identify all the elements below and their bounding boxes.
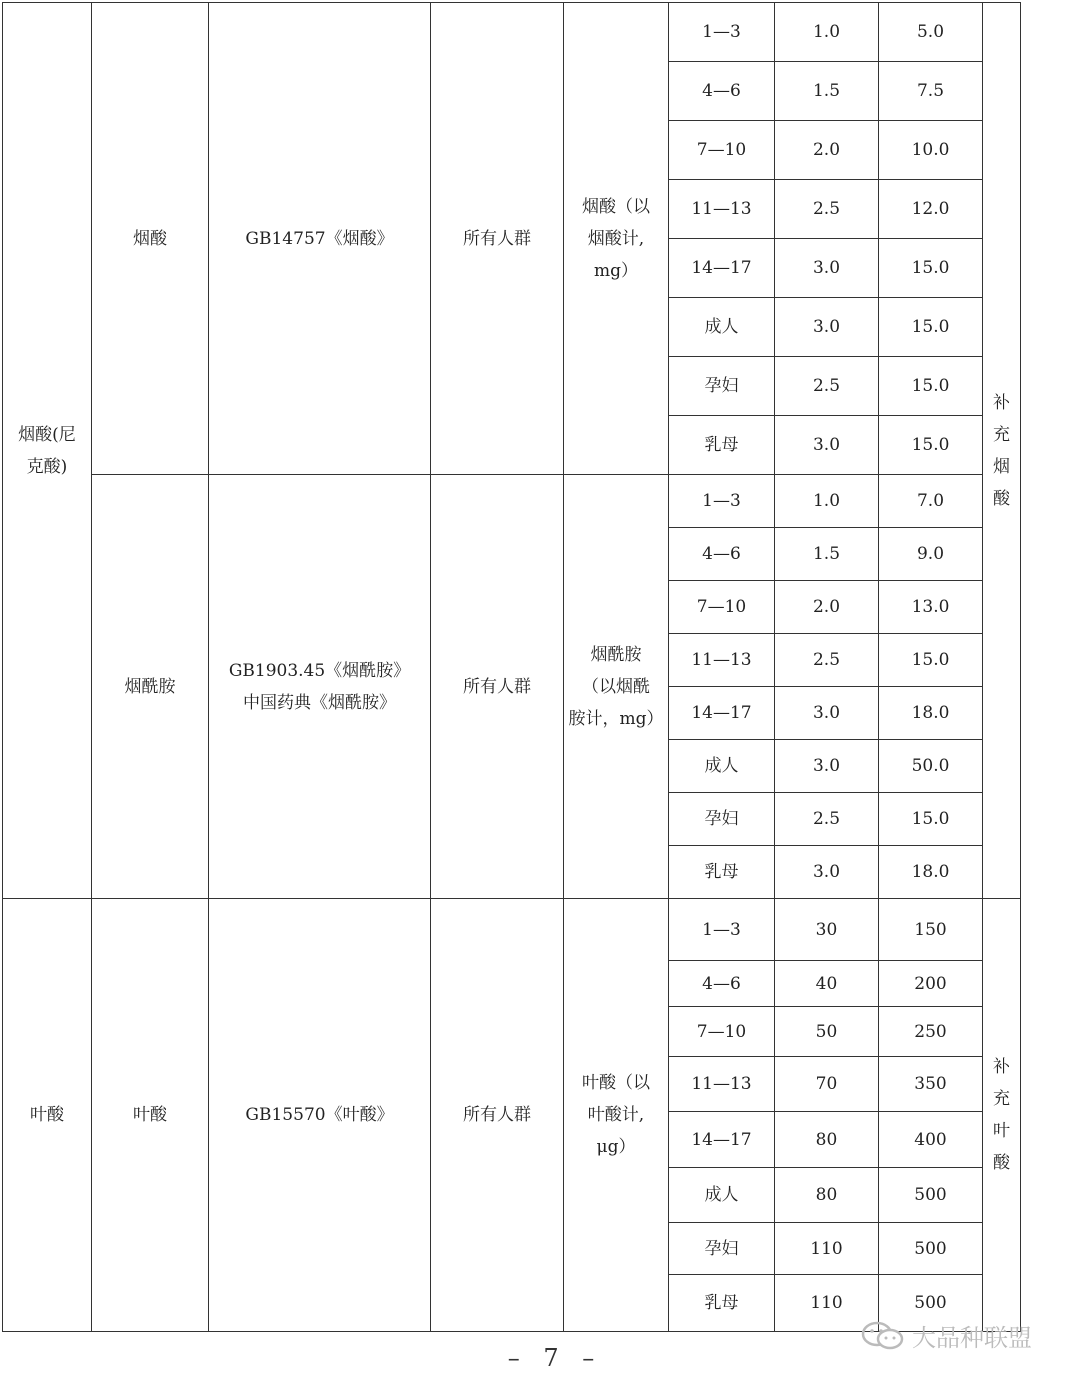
age-group-cell: 孕妇: [669, 793, 775, 846]
max-value-cell: 10.0: [879, 121, 983, 180]
min-value-cell: 3.0: [775, 298, 879, 357]
min-value-cell: 80: [775, 1168, 879, 1223]
page-number: – 7 –: [507, 1344, 603, 1372]
purpose-cell: 补充烟 酸: [983, 3, 1021, 899]
max-value-cell: 13.0: [879, 581, 983, 634]
age-group-cell: 孕妇: [669, 1223, 775, 1275]
nutrient-table: [2, 2, 1021, 1332]
age-group-cell: 7—10: [669, 581, 775, 634]
age-group-cell: 乳母: [669, 846, 775, 899]
max-value-cell: 5.0: [879, 3, 983, 62]
age-group-cell: 乳母: [669, 416, 775, 475]
wechat-icon: [860, 1321, 906, 1351]
age-group-cell: 1—3: [669, 475, 775, 528]
max-value-cell: 50.0: [879, 740, 983, 793]
max-value-cell: 250: [879, 1007, 983, 1057]
age-group-cell: 成人: [669, 298, 775, 357]
max-value-cell: 15.0: [879, 298, 983, 357]
age-group-cell: 孕妇: [669, 357, 775, 416]
max-value-cell: 500: [879, 1168, 983, 1223]
age-group-cell: 成人: [669, 1168, 775, 1223]
max-value-cell: 9.0: [879, 528, 983, 581]
max-value-cell: 15.0: [879, 239, 983, 298]
min-value-cell: 50: [775, 1007, 879, 1057]
age-group-cell: 乳母: [669, 1275, 775, 1332]
min-value-cell: 110: [775, 1275, 879, 1332]
max-value-cell: 400: [879, 1112, 983, 1168]
max-value-cell: 15.0: [879, 634, 983, 687]
age-group-cell: 11—13: [669, 180, 775, 239]
min-value-cell: 80: [775, 1112, 879, 1168]
standard-cell: GB14757《烟酸》: [209, 3, 431, 475]
min-value-cell: 2.5: [775, 357, 879, 416]
age-group-cell: 7—10: [669, 1007, 775, 1057]
population-cell: 所有人群: [431, 899, 564, 1332]
min-value-cell: 30: [775, 899, 879, 961]
max-value-cell: 500: [879, 1275, 983, 1332]
age-group-cell: 14—17: [669, 1112, 775, 1168]
max-value-cell: 7.0: [879, 475, 983, 528]
purpose-cell: 补充叶 酸: [983, 899, 1021, 1332]
min-value-cell: 3.0: [775, 740, 879, 793]
min-value-cell: 3.0: [775, 846, 879, 899]
min-value-cell: 2.0: [775, 581, 879, 634]
age-group-cell: 7—10: [669, 121, 775, 180]
min-value-cell: 1.0: [775, 3, 879, 62]
age-group-cell: 1—3: [669, 899, 775, 961]
min-value-cell: 2.5: [775, 180, 879, 239]
age-group-cell: 11—13: [669, 634, 775, 687]
unit-cell: 烟酰胺 （以烟酰 胺计，mg）: [564, 475, 669, 899]
standard-cell: GB1903.45《烟酰胺》 中国药典《烟酰胺》: [209, 475, 431, 899]
min-value-cell: 3.0: [775, 687, 879, 740]
table-row: [3, 475, 1021, 528]
min-value-cell: 2.5: [775, 793, 879, 846]
compound-cell: 叶酸: [92, 899, 209, 1332]
compound-cell: 烟酸: [92, 3, 209, 475]
min-value-cell: 70: [775, 1057, 879, 1112]
unit-cell: 烟酸（以 烟酸计, mg）: [564, 3, 669, 475]
max-value-cell: 18.0: [879, 687, 983, 740]
age-group-cell: 4—6: [669, 961, 775, 1007]
standard-cell: GB15570《叶酸》: [209, 899, 431, 1332]
nutrient-cell: 烟酸(尼 克酸): [3, 3, 92, 899]
age-group-cell: 14—17: [669, 687, 775, 740]
min-value-cell: 3.0: [775, 239, 879, 298]
unit-cell: 叶酸（以 叶酸计, μg）: [564, 899, 669, 1332]
nutrient-cell: 叶酸: [3, 899, 92, 1332]
table-row: [3, 899, 1021, 961]
max-value-cell: 18.0: [879, 846, 983, 899]
min-value-cell: 1.0: [775, 475, 879, 528]
age-group-cell: 11—13: [669, 1057, 775, 1112]
max-value-cell: 7.5: [879, 62, 983, 121]
min-value-cell: 2.5: [775, 634, 879, 687]
max-value-cell: 150: [879, 899, 983, 961]
max-value-cell: 200: [879, 961, 983, 1007]
age-group-cell: 4—6: [669, 62, 775, 121]
age-group-cell: 1—3: [669, 3, 775, 62]
min-value-cell: 3.0: [775, 416, 879, 475]
min-value-cell: 1.5: [775, 62, 879, 121]
population-cell: 所有人群: [431, 475, 564, 899]
max-value-cell: 500: [879, 1223, 983, 1275]
min-value-cell: 110: [775, 1223, 879, 1275]
population-cell: 所有人群: [431, 3, 564, 475]
watermark-text: 大品种联盟: [912, 1324, 1032, 1352]
age-group-cell: 14—17: [669, 239, 775, 298]
age-group-cell: 4—6: [669, 528, 775, 581]
max-value-cell: 15.0: [879, 416, 983, 475]
watermark: [860, 1318, 1032, 1353]
max-value-cell: 15.0: [879, 793, 983, 846]
max-value-cell: 12.0: [879, 180, 983, 239]
table-row: [3, 3, 1021, 62]
compound-cell: 烟酰胺: [92, 475, 209, 899]
age-group-cell: 成人: [669, 740, 775, 793]
max-value-cell: 15.0: [879, 357, 983, 416]
min-value-cell: 1.5: [775, 528, 879, 581]
min-value-cell: 40: [775, 961, 879, 1007]
max-value-cell: 350: [879, 1057, 983, 1112]
min-value-cell: 2.0: [775, 121, 879, 180]
